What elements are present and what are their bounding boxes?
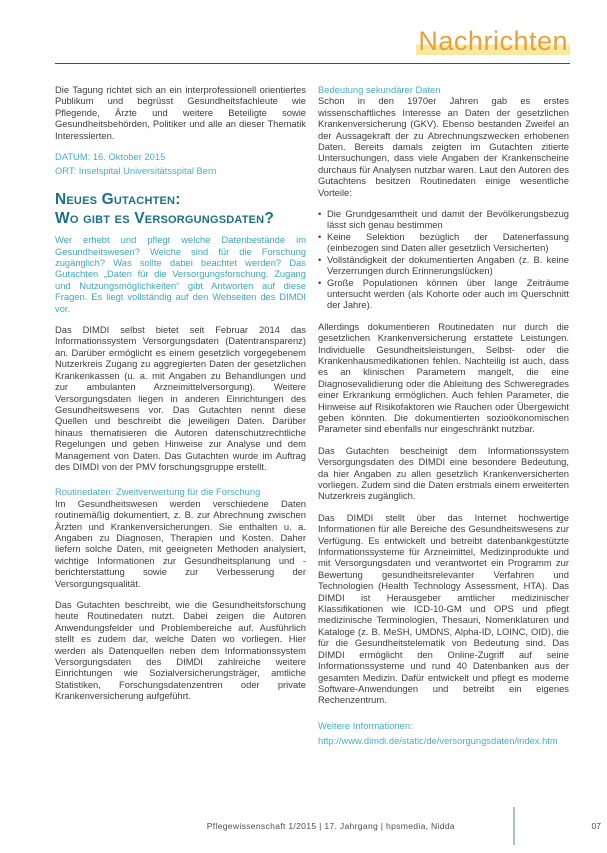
lead-paragraph: Wer erhebt und pflegt welche Datenbestände im Gesundheitswesen? Welche sind für die Forschung zugänglich? Was sollte dabei beachtet werden? Das Gutachten „Daten für die Versorgungsforschung. Zugang und Nutzungsmöglichkeiten“ gibt Antworten auf diese Fragen. Es liegt vollständig auf den Webseiten des DIMDI vor. [55,234,306,314]
list-item: • Große Populationen können über lange Zeiträume untersucht werden (als Kohorte oder auch im Querschnitt der Jahre). [318,277,569,311]
more-info-block [318,720,569,750]
event-date: DATUM: 16. Oktober 2015 [55,151,166,163]
header-divider [55,63,570,64]
left-column [55,84,306,749]
page-header [55,0,570,64]
paragraph-dimdi-services: Das DIMDI stellt über das Internet hochwertige Informationen für alle Bereiche des Gesundheitswesens zur Verfügung. Es entwickelt und betreibt datenbankgestützte Informationssysteme für Arzneimittel, Medizinprodukte und mit Versorgungsdaten und verantwortet ein Programm zur Bewertung gesundheitsrelevanter Verfahren und Technologien (Health Technology Assessment, HTA). Das DIMDI ist Herausgeber amtlicher medizinischer Klassifikationen wie ICD-10-GM und OPS und pflegt medizinische Terminologien, Thesauri, Nomenklaturen und Kataloge (z. B. MeSH, UMDNS, Alpha-ID, LOINC, OID), die für die Gesundheitstelematik von Bedeutung sind. Das DIMDI ermöglicht den Online-Zugriff auf seine Informationssysteme und rund 40 Datenbanken aus der gesamten Medizin. Dafür entwickelt und pflegt es moderne Software-Anwendungen und betreibt ein eigenes Rechenzentrum. [318,511,569,706]
article-title [55,190,306,228]
list-item: • Die Grundgesamtheit und damit der Bevölkerungsbezug lässt sich genau bestimmen [318,208,569,231]
article-title-line2: Wo gibt es Versorgungsdaten? [55,210,274,228]
more-info-link[interactable]: http://www.dimdi.de/static/de/versorgungsdaten/index.htm [318,735,558,747]
footer-page-number: 07 [591,821,601,831]
paragraph-routinedaten: Im Gesundheitswesen werden verschiedene Daten routinemäßig dokumentiert, z. B. zur Abrechnung zwischen Ärzten und Krankenversicherungen. Sie enthalten u. a. Angaben zu Diagnosen, Therapien und Kosten. Daher liefern solche Daten, mit geeigneten Methoden analysiert, wichtige Informationen zur Gesundheitsplanung und -berichterstattung sowie zur Verbesserung der Versorgungsqualität. [55,497,306,589]
paragraph-limitations: Allerdings dokumentieren Routinedaten nur durch die gesetzlichen Krankenversicherung erstattete Leistungen. Individuelle Gesundheitsleistungen, Selbst- oder die Krankenhausmedikationen fehlen. Nachteilig ist auch, dass es an klinischen Parametern mangelt, die eine Diagnosevalidierung oder die Ableitung des Schweregrades einer Erkrankung ermöglichen. Auch fehlen Parameter, die Hinweise auf Risikofaktoren wie Rauchen oder Übergewicht geben könnten. Die dokumentierten sozioökonomischen Parameter sind ebenfalls nur eingeschränkt nutzbar. [318,320,569,435]
paragraph-history: Schon in den 1970er Jahren gab es erstes wissenschaftliches Interesse an Daten der gesetzlichen Krankenversicherung (GKV). Ebenso bestanden Zweifel an der Aussagekraft der zu Abrechnungszwecken erhobenen Daten. Bereits damals zeigten im Gutachten zitierte Untersuchungen, dass viele Angaben der Krankenscheine durchaus für Analysen nutzbar waren. Laut den Autoren des Gutachtens besitzen Routinedaten einige wesentliche Vorteile: [318,95,569,198]
paragraph-dimdi: Das DIMDI selbst bietet seit Februar 2014 das Informationssystem Versorgungsdaten (Datentransparenz) an. Darüber ermöglicht es einem gesetzlich vorgegebenem Nutzerkreis Zugang zu aggregierten Daten der gesetzlichen Krankenkassen (u. a. mit Angaben zu Behandlungen und zur ambulanten Arzneimittelversorgung). Weitere Versorgungsdaten liegen in anderen Einrichtungen des Gesundheitswesens vor. Das Gutachten nennt diese Quellen und beschreibt die jeweiligen Daten. Darüber hinaus thematisieren die Autoren datenschutzrechtliche Regelungen und geben Hinweise zur Analyse und dem Management von Daten. Das Gutachten wurde im Auftrag des DIMDI von der PMV forschungsgruppe erstellt. [55,324,306,472]
article-columns [55,84,570,749]
footer-journal-line: Pflegewissenschaft 1/2015 | 17. Jahrgang | hpsmedia, Nidda [206,821,455,831]
subheading-bedeutung: Bedeutung sekundärer Daten [318,84,441,95]
right-column [318,84,569,749]
article-title-line1: Neues Gutachten: [55,191,181,209]
more-info-label: Weitere Informationen: [318,719,413,731]
intro-paragraph: Die Tagung richtet sich an ein interprofessionell orientiertes Publikum und begrüsst Gesundheitsfachleute wie Pflegende, Ärzte und weitere Beteiligte sowie Gesundheitsbehörden, Politiker und alle an dieser Thematik Interessierten. [55,84,306,141]
paragraph-bescheinigt: Das Gutachten bescheinigt dem Informationssystem Versorgungsdaten des DIMDI eine besondere Bedeutung, da hier Angaben zu allen gesetzlich Krankenversicherten vorliegen. Zudem sind die Daten erstmals einem erweiterten Nutzerkreis zugänglich. [318,444,569,502]
event-meta [55,151,306,176]
list-item: • Keine Selektion bezüglich der Datenerfassung (einbezogen sind Daten aller gesetzlich Versicherten) [318,231,569,254]
list-item: • Vollständigkeit der dokumentierten Angaben (z. B. keine Verzerrungen durch Erinnerungslücken) [318,254,569,277]
subheading-routinedaten: Routinedaten: Zweitverwertung für die Forschung [55,486,261,498]
paragraph-gutachten-beschreibt: Das Gutachten beschreibt, wie die Gesundheitsforschung heute Routinedaten nutzt. Dabei zeigen die Autoren Anwendungsfelder und Problembereiche auf. Ausführlich stellt es zudem dar, welche Daten wo vorliegen. Hier werden als Datenquellen neben dem Informationssystem Versorgungsdaten des DIMDI zahlreiche weitere Einrichtungen wie Sozialversicherungsträger, amtliche Statistiken, Forschungsdatenzentren oder private Krankenversicherung aufgeführt. [55,599,306,702]
advantages-list [318,208,569,311]
event-location: ORT: Inselspital Universitätsspital Bern [55,164,217,176]
page-title-highlight: Nachrichten [418,26,568,56]
page-title [55,26,570,57]
footer-divider [513,807,515,845]
